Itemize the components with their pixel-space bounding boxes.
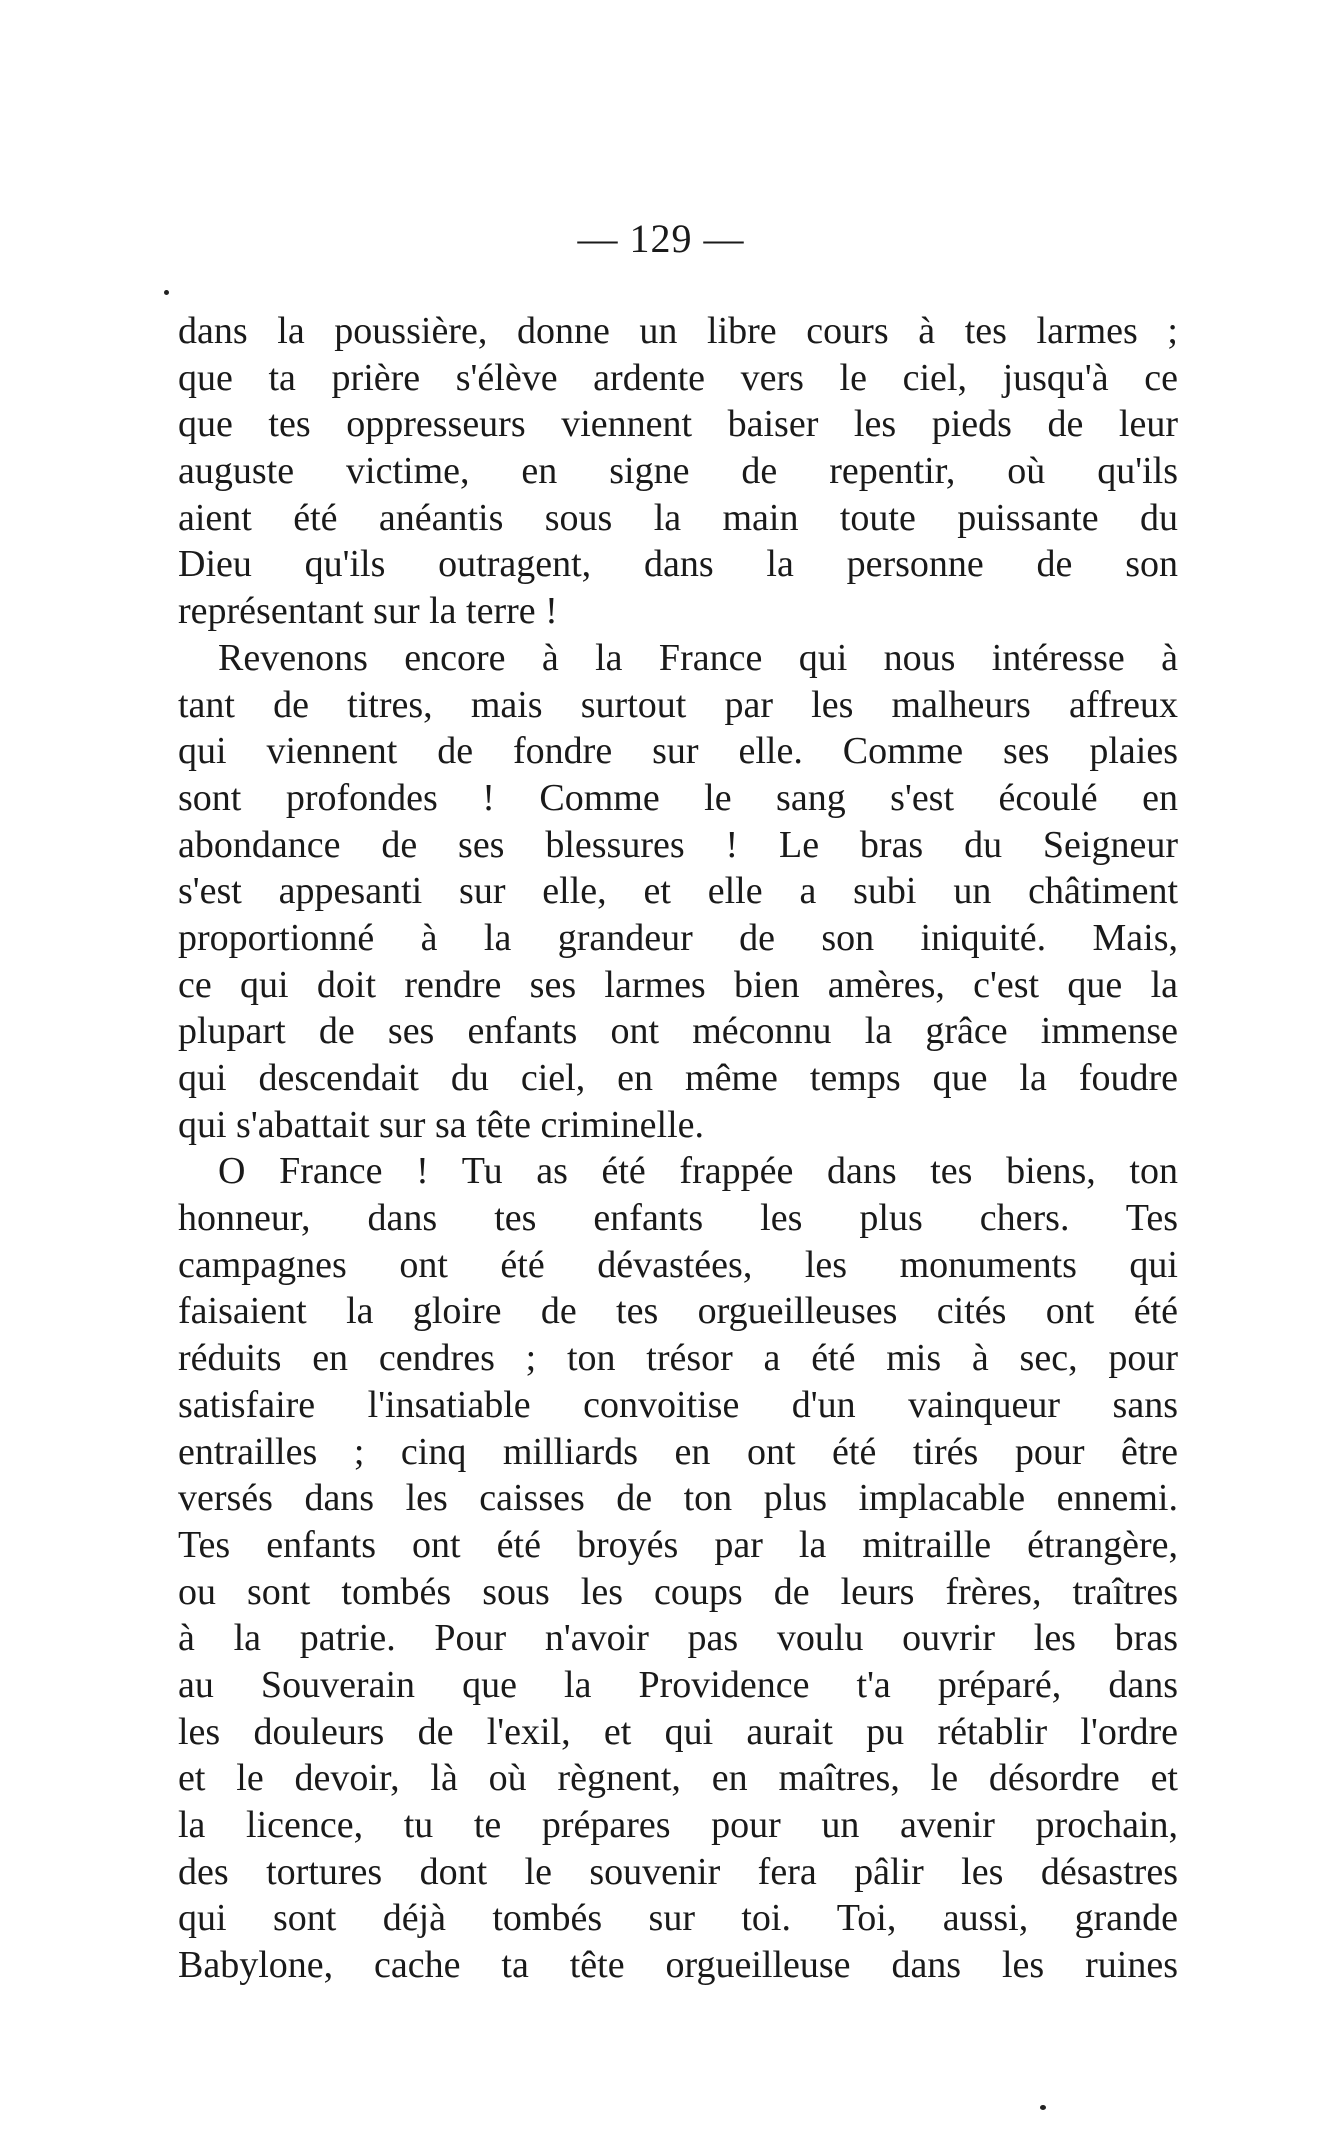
text-line: abondance de ses blessures ! Le bras du Seigneur (178, 823, 1178, 866)
body-text (178, 308, 1178, 1989)
text-line: réduits en cendres ; ton trésor a été mis à sec, pour (178, 1337, 1178, 1380)
text-line: que ta prière s'élève ardente vers le ciel, jusqu'à ce (178, 356, 1178, 399)
text-line: honneur, dans tes enfants les plus chers. Tes (178, 1197, 1178, 1240)
text-line: des tortures dont le souvenir fera pâlir les désastres (178, 1850, 1178, 1893)
text-line: Dieu qu'ils outragent, dans la personne de son (178, 543, 1178, 586)
text-line: que tes oppresseurs viennent baiser les pieds de leur (178, 403, 1178, 446)
text-line: tant de titres, mais surtout par les malheurs affreux (178, 683, 1178, 726)
text-line: à la patrie. Pour n'avoir pas voulu ouvrir les bras (178, 1617, 1178, 1660)
text-line: campagnes ont été dévastées, les monuments qui (178, 1243, 1178, 1286)
text-line: aient été anéantis sous la main toute puissante du (178, 496, 1178, 539)
ink-speck (1040, 2105, 1046, 2110)
text-line: s'est appesanti sur elle, et elle a subi un châtiment (178, 870, 1178, 913)
text-line: plupart de ses enfants ont méconnu la grâce immense (178, 1010, 1178, 1053)
text-line: la licence, tu te prépares pour un avenir prochain, (178, 1804, 1178, 1846)
text-line: Revenons encore à la France qui nous intéresse à (218, 636, 1178, 679)
text-line: qui sont déjà tombés sur toi. Toi, aussi, grande (178, 1897, 1178, 1940)
text-line: sont profondes ! Comme le sang s'est écoulé en (178, 776, 1178, 819)
text-line: versés dans les caisses de ton plus implacable ennemi. (178, 1477, 1178, 1520)
text-line: qui viennent de fondre sur elle. Comme ses plaies (178, 730, 1178, 773)
text-line: qui s'abattait sur sa tête criminelle. (178, 1103, 705, 1146)
text-line: ce qui doit rendre ses larmes bien amères, c'est que la (178, 963, 1178, 1006)
text-line: entrailles ; cinq milliards en ont été tirés pour être (178, 1430, 1178, 1473)
text-line: O France ! Tu as été frappée dans tes biens, ton (218, 1150, 1178, 1193)
page-number: — 129 — (577, 216, 745, 261)
text-line: qui descendait du ciel, en même temps que la foudre (178, 1057, 1178, 1099)
text-line: et le devoir, là où règnent, en maîtres, le désordre et (178, 1757, 1178, 1800)
text-line: Babylone, cache ta tête orgueilleuse dans les ruines (178, 1944, 1178, 1987)
text-line: satisfaire l'insatiable convoitise d'un vainqueur sans (178, 1383, 1178, 1426)
text-line: au Souverain que la Providence t'a préparé, dans (178, 1663, 1178, 1706)
text-line: représentant sur la terre ! (178, 590, 558, 633)
text-line: ou sont tombés sous les coups de leurs frères, traîtres (178, 1570, 1178, 1613)
text-line: Tes enfants ont été broyés par la mitraille étrangère, (178, 1523, 1178, 1566)
text-line: dans la poussière, donne un libre cours à tes larmes ; (178, 310, 1178, 352)
text-line: auguste victime, en signe de repentir, où qu'ils (178, 450, 1178, 493)
ink-speck (164, 290, 169, 295)
text-line: proportionné à la grandeur de son iniquité. Mais, (178, 916, 1178, 959)
text-line: les douleurs de l'exil, et qui aurait pu rétablir l'ordre (178, 1710, 1178, 1753)
text-line: faisaient la gloire de tes orgueilleuses cités ont été (178, 1290, 1178, 1333)
